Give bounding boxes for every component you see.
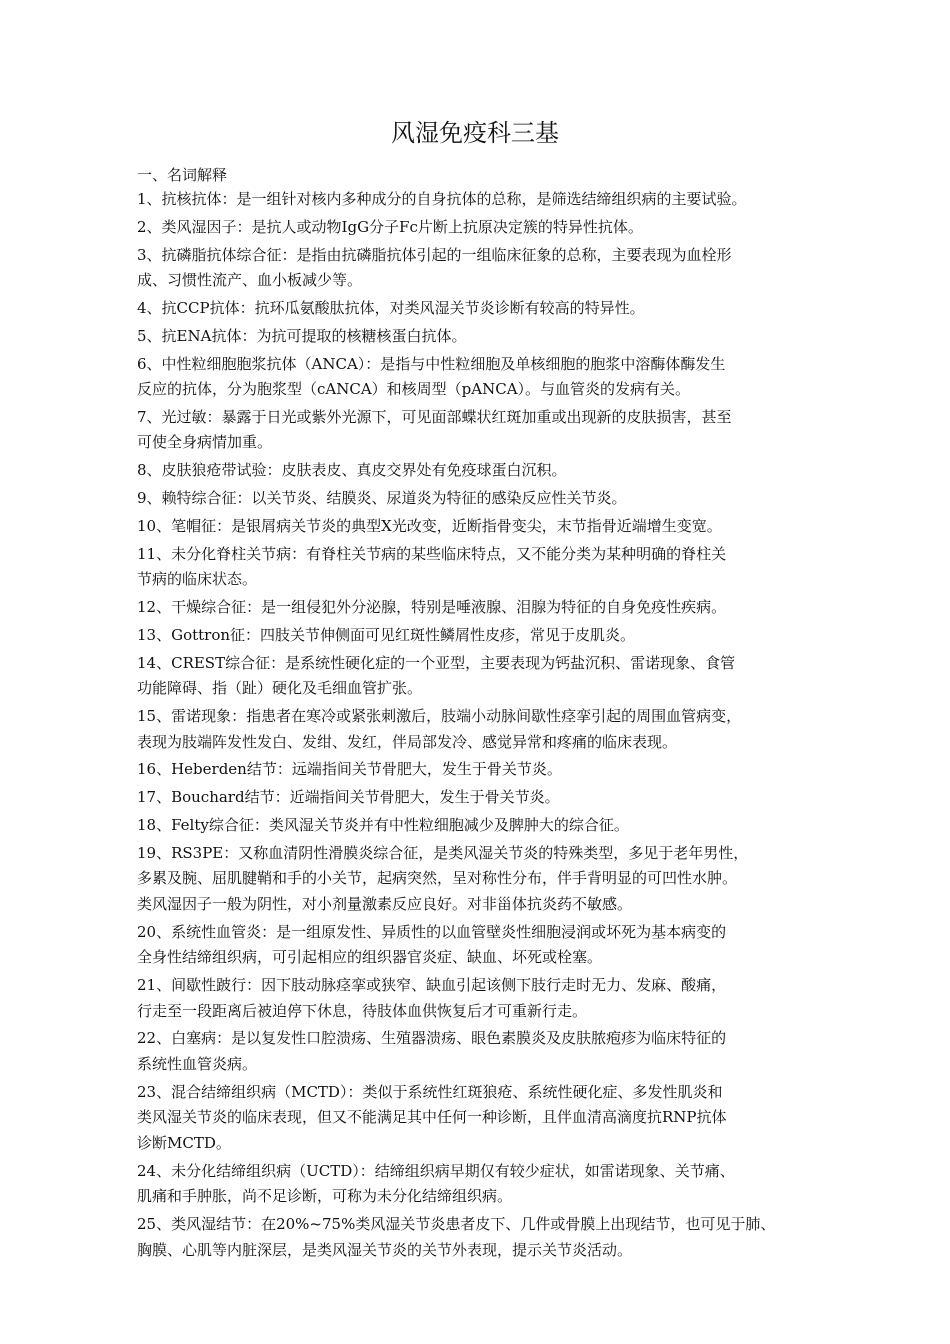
term-entry bbox=[137, 841, 837, 918]
term-entry-line: 类风湿关节炎的临床表现，但又不能满足其中任何一种诊断，且伴血清高滴度抗RNP抗体 bbox=[137, 1108, 727, 1127]
document-body bbox=[137, 163, 837, 1265]
term-entry bbox=[137, 1080, 837, 1157]
term-entry-line: 21、间歇性跛行：因下肢动脉痉挛或狭窄、缺血引起该侧下肢行走时无力、发麻、酸痛， bbox=[137, 975, 727, 994]
term-entry bbox=[137, 785, 837, 811]
term-entry-line: 6、中性粒细胞胞浆抗体（ANCA）：是指与中性粒细胞及单核细胞的胞浆中溶酶体酶发生 bbox=[137, 354, 726, 373]
term-entry bbox=[137, 757, 837, 783]
term-entry-line: 8、皮肤狼疮带试验：皮肤表皮、真皮交界处有免疫球蛋白沉积。 bbox=[137, 461, 567, 480]
term-entry-line: 2、类风湿因子：是抗人或动物IgG分子Fc片断上抗原决定簇的特异性抗体。 bbox=[137, 217, 643, 236]
term-entry-line: 系统性血管炎病。 bbox=[137, 1054, 258, 1073]
term-entry-line: 10、笔帽征：是银屑病关节炎的典型X光改变，近断指骨变尖，末节指骨近端增生变宽。 bbox=[137, 516, 722, 535]
term-entry-line: 5、抗ENA抗体：为抗可提取的核糖核蛋白抗体。 bbox=[137, 326, 467, 345]
term-entry bbox=[137, 187, 837, 213]
term-entry bbox=[137, 1212, 837, 1263]
term-entry bbox=[137, 623, 837, 649]
term-entry bbox=[137, 1159, 837, 1210]
term-entry-line: 12、干燥综合征：是一组侵犯外分泌腺，特别是唾液腺、泪腺为特征的自身免疫性疾病。 bbox=[137, 597, 727, 616]
term-entry-line: 14、CREST综合征：是系统性硬化症的一个亚型，主要表现为钙盐沉积、雷诺现象、食管 bbox=[137, 653, 736, 672]
term-entry bbox=[137, 458, 837, 484]
term-entry-line: 1、抗核抗体：是一组针对核内多种成分的自身抗体的总称，是筛选结缔组织病的主要试验。 bbox=[137, 190, 747, 208]
term-entry-line: 成、习惯性流产、血小板减少等。 bbox=[137, 271, 363, 290]
term-entry-line: 18、Felty综合征：类风湿关节炎并有中性粒细胞减少及脾肿大的综合征。 bbox=[137, 815, 629, 834]
term-entry-line: 20、系统性血管炎：是一组原发性、异质性的以血管壁炎性细胞浸润或坏死为基本病变的 bbox=[137, 922, 727, 941]
term-entry-line: 肌痛和手肿胀，尚不足诊断，可称为未分化结缔组织病。 bbox=[137, 1187, 513, 1206]
term-entry-line: 全身性结缔组织病，可引起相应的组织器官炎症、缺血、坏死或栓塞。 bbox=[137, 948, 603, 967]
term-entry-line: 功能障碍、指（趾）硬化及毛细血管扩张。 bbox=[137, 679, 423, 698]
term-entry bbox=[137, 215, 837, 241]
section-heading: 一、名词解释 bbox=[137, 166, 228, 184]
term-entry-line: 23、混合结缔组织病（MCTD）：类似于系统性红斑狼疮、系统性硬化症、多发性肌炎和 bbox=[137, 1082, 723, 1101]
term-entry bbox=[137, 296, 837, 322]
term-entry bbox=[137, 813, 837, 839]
term-entry bbox=[137, 514, 837, 540]
term-entry bbox=[137, 542, 837, 593]
term-entry-line: 胸膜、心肌等内脏深层，是类风湿关节炎的关节外表现，提示关节炎活动。 bbox=[137, 1240, 633, 1259]
term-entry-line: 9、赖特综合征：以关节炎、结膜炎、尿道炎为特征的感染反应性关节炎。 bbox=[137, 489, 627, 508]
term-entry-line: 节病的临床状态。 bbox=[137, 570, 258, 589]
term-entry-line: 类风湿因子一般为阴性，对小剂量激素反应良好。对非甾体抗炎药不敏感。 bbox=[137, 894, 633, 913]
term-entry-line: 11、未分化脊柱关节病：有脊柱关节病的某些临床特点，又不能分类为某种明确的脊柱关 bbox=[137, 544, 727, 563]
term-entry-line: 19、RS3PE：又称血清阴性滑膜炎综合征，是类风湿关节炎的特殊类型，多见于老年男性， bbox=[137, 843, 749, 862]
term-entry-line: 17、Bouchard结节：近端指间关节骨肥大，发生于骨关节炎。 bbox=[137, 788, 560, 807]
term-entry bbox=[137, 704, 837, 755]
term-entry bbox=[137, 352, 837, 403]
term-entry-line: 7、光过敏：暴露于日光或紫外光源下，可见面部蝶状红斑加重或出现新的皮肤损害，甚至 bbox=[137, 407, 732, 426]
term-entry-line: 诊断MCTD。 bbox=[137, 1133, 231, 1152]
page-title: 风湿免疫科三基 bbox=[391, 119, 559, 147]
term-entry-line: 13、Gottron征：四肢关节伸侧面可见红斑性鳞屑性皮疹，常见于皮肌炎。 bbox=[137, 625, 636, 644]
term-entry-line: 表现为肢端阵发性发白、发绀、发红，伴局部发冷、感觉异常和疼痛的临床表现。 bbox=[137, 732, 678, 751]
term-entry-line: 24、未分化结缔组织病（UCTD）：结缔组织病早期仅有较少症状，如雷诺现象、关节痛、 bbox=[137, 1161, 735, 1180]
term-entry-line: 3、抗磷脂抗体综合征：是指由抗磷脂抗体引起的一组临床征象的总称，主要表现为血栓形 bbox=[137, 245, 732, 264]
term-entry-line: 16、Heberden结节：远端指间关节骨肥大，发生于骨关节炎。 bbox=[137, 760, 562, 779]
term-entry bbox=[137, 920, 837, 971]
term-entry bbox=[137, 973, 837, 1024]
term-entry-line: 多累及腕、屈肌腱鞘和手的小关节，起病突然，呈对称性分布，伴手背明显的可凹性水肿。 bbox=[137, 869, 738, 888]
term-entry-line: 反应的抗体，分为胞浆型（cANCA）和核周型（pANCA）。与血管炎的发病有关。 bbox=[137, 380, 691, 399]
term-entry bbox=[137, 405, 837, 456]
term-entry bbox=[137, 243, 837, 294]
term-entry bbox=[137, 1026, 837, 1077]
term-entry-line: 4、抗CCP抗体：抗环瓜氨酸肽抗体，对类风湿关节炎诊断有较高的特异性。 bbox=[137, 298, 645, 317]
term-entry-line: 行走至一段距离后被迫停下休息，待肢体血供恢复后才可重新行走。 bbox=[137, 1001, 588, 1020]
term-entry bbox=[137, 324, 837, 350]
term-entry-line: 22、白塞病：是以复发性口腔溃疡、生殖器溃疡、眼色素膜炎及皮肤脓疱疹为临床特征的 bbox=[137, 1029, 727, 1048]
term-entry-line: 25、类风湿结节：在20%~75%类风湿关节炎患者皮下、几件或骨膜上出现结节，也可见于肺、 bbox=[137, 1215, 776, 1234]
term-entry bbox=[137, 486, 837, 512]
term-entry bbox=[137, 651, 837, 702]
term-entry bbox=[137, 595, 837, 621]
term-entry-line: 15、雷诺现象：指患者在寒冷或紧张刺激后，肢端小动脉间歇性痉挛引起的周围血管病变， bbox=[137, 706, 742, 725]
term-entry-line: 可使全身病情加重。 bbox=[137, 433, 273, 452]
